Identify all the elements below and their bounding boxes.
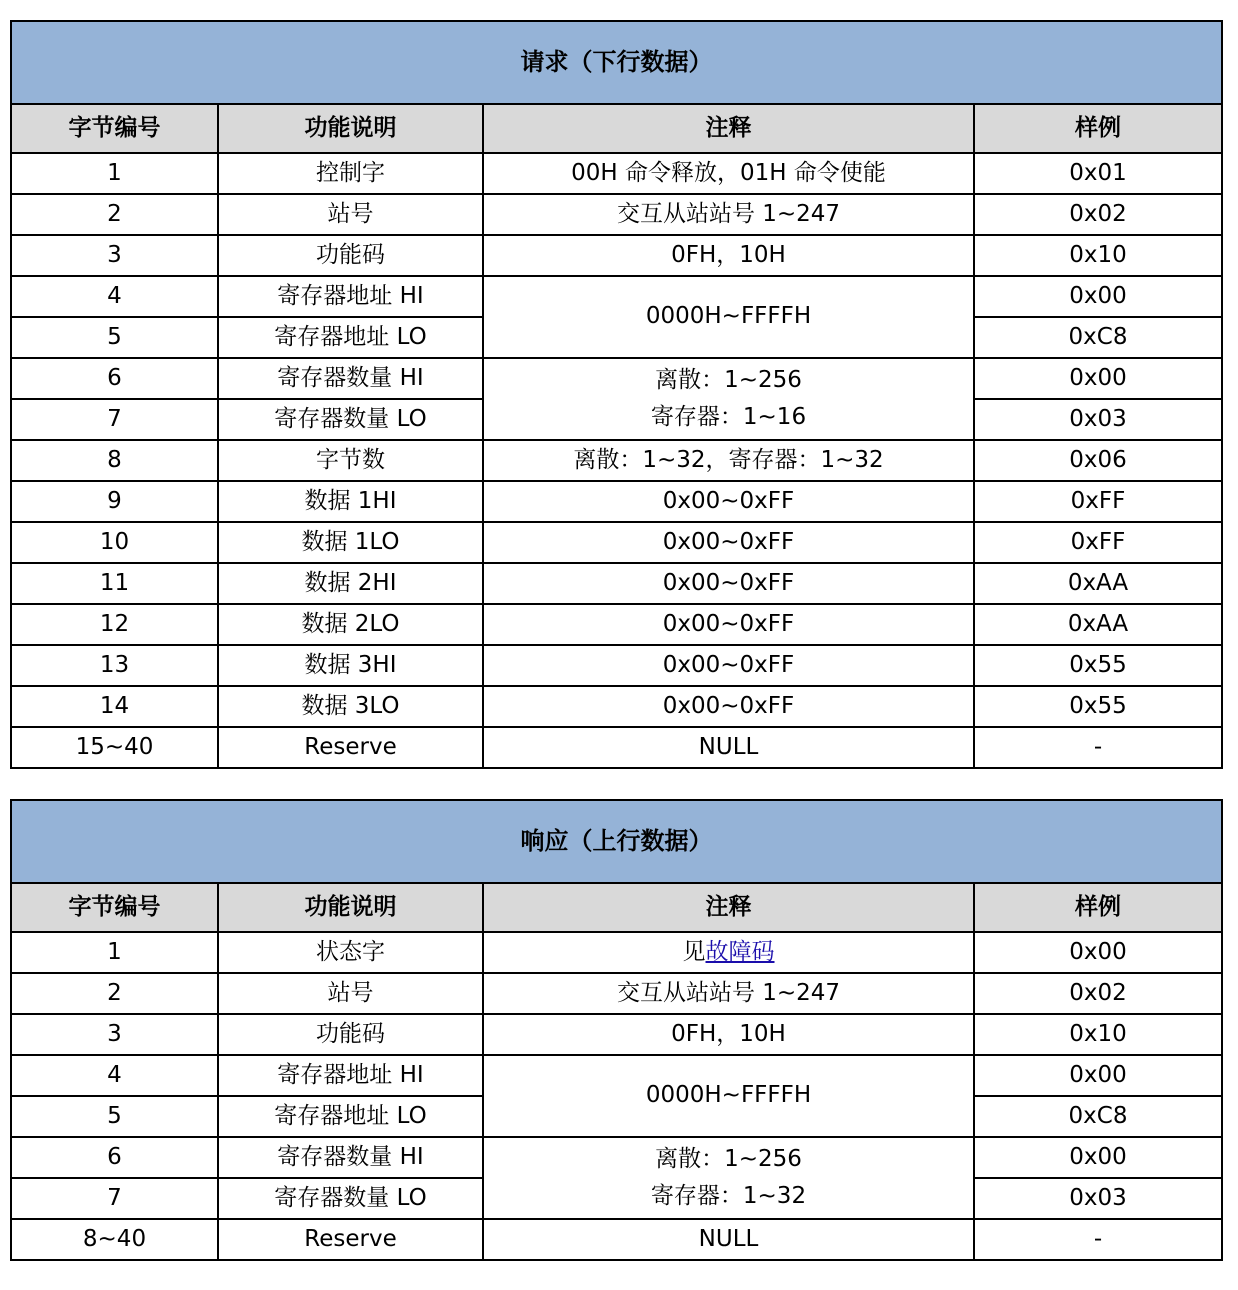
note-line: 寄存器：1~16 xyxy=(650,404,807,430)
byte-no-cell: 6 xyxy=(11,358,218,399)
note-cell: 0x00~0xFF xyxy=(483,563,974,604)
example-cell: 0x10 xyxy=(974,235,1222,276)
note-cell: 离散：1~32，寄存器：1~32 xyxy=(483,440,974,481)
table-row xyxy=(11,522,1222,563)
table-row xyxy=(11,276,1222,317)
function-cell: 寄存器数量 LO xyxy=(218,399,483,440)
header-note: 注释 xyxy=(483,883,974,932)
function-cell: 控制字 xyxy=(218,153,483,194)
byte-no-cell: 14 xyxy=(11,686,218,727)
byte-no-cell: 8~40 xyxy=(11,1219,218,1260)
function-cell: 寄存器地址 LO xyxy=(218,1096,483,1137)
function-cell: 数据 3LO xyxy=(218,686,483,727)
table-row xyxy=(11,1055,1222,1096)
example-cell: 0x02 xyxy=(974,194,1222,235)
note-cell: 0x00~0xFF xyxy=(483,481,974,522)
table-row xyxy=(11,686,1222,727)
header-function: 功能说明 xyxy=(218,104,483,153)
example-cell: 0x00 xyxy=(974,932,1222,973)
function-cell: 寄存器数量 HI xyxy=(218,358,483,399)
byte-no-cell: 1 xyxy=(11,153,218,194)
byte-no-cell: 2 xyxy=(11,194,218,235)
byte-no-cell: 7 xyxy=(11,1178,218,1219)
function-cell: Reserve xyxy=(218,727,483,768)
example-cell: 0x00 xyxy=(974,358,1222,399)
note-cell: 0FH，10H xyxy=(483,235,974,276)
function-cell: 站号 xyxy=(218,973,483,1014)
example-cell: 0x55 xyxy=(974,686,1222,727)
byte-no-cell: 13 xyxy=(11,645,218,686)
byte-no-cell: 10 xyxy=(11,522,218,563)
function-cell: 数据 2HI xyxy=(218,563,483,604)
header-example: 样例 xyxy=(974,883,1222,932)
table-row xyxy=(11,194,1222,235)
note-cell: NULL xyxy=(483,1219,974,1260)
table-row xyxy=(11,604,1222,645)
function-cell: 功能码 xyxy=(218,235,483,276)
table-row xyxy=(11,153,1222,194)
byte-no-cell: 7 xyxy=(11,399,218,440)
byte-no-cell: 4 xyxy=(11,1055,218,1096)
function-cell: 数据 1LO xyxy=(218,522,483,563)
note-cell-merged xyxy=(483,358,974,440)
note-cell-merged: 0000H~FFFFH xyxy=(483,1055,974,1137)
table-row xyxy=(11,563,1222,604)
request-title: 请求（下行数据） xyxy=(11,21,1222,104)
example-cell: 0x00 xyxy=(974,1055,1222,1096)
note-cell: 0x00~0xFF xyxy=(483,522,974,563)
note-line: 离散：1~256 xyxy=(655,366,802,393)
function-cell: Reserve xyxy=(218,1219,483,1260)
table-row xyxy=(11,973,1222,1014)
note-cell: NULL xyxy=(483,727,974,768)
note-line: 离散：1~256 xyxy=(655,1145,802,1172)
function-cell: 寄存器地址 LO xyxy=(218,317,483,358)
table-row xyxy=(11,1014,1222,1055)
header-byte-no: 字节编号 xyxy=(11,883,218,932)
function-cell: 寄存器数量 HI xyxy=(218,1137,483,1178)
function-cell: 数据 3HI xyxy=(218,645,483,686)
note-line: 寄存器：1~32 xyxy=(650,1183,807,1209)
example-cell: 0x00 xyxy=(974,276,1222,317)
table-row xyxy=(11,358,1222,399)
example-cell: 0x06 xyxy=(974,440,1222,481)
byte-no-cell: 12 xyxy=(11,604,218,645)
note-cell-merged: 0000H~FFFFH xyxy=(483,276,974,358)
function-cell: 状态字 xyxy=(218,932,483,973)
byte-no-cell: 11 xyxy=(11,563,218,604)
byte-no-cell: 15~40 xyxy=(11,727,218,768)
function-cell: 寄存器数量 LO xyxy=(218,1178,483,1219)
note-cell: 0x00~0xFF xyxy=(483,604,974,645)
example-cell: 0xC8 xyxy=(974,317,1222,358)
byte-no-cell: 9 xyxy=(11,481,218,522)
example-cell: 0xAA xyxy=(974,604,1222,645)
example-cell: 0xC8 xyxy=(974,1096,1222,1137)
byte-no-cell: 6 xyxy=(11,1137,218,1178)
function-cell: 寄存器地址 HI xyxy=(218,1055,483,1096)
note-cell: 0FH，10H xyxy=(483,1014,974,1055)
example-cell: 0xFF xyxy=(974,481,1222,522)
response-table xyxy=(10,799,1223,1261)
example-cell: 0x03 xyxy=(974,399,1222,440)
table-row xyxy=(11,440,1222,481)
byte-no-cell: 1 xyxy=(11,932,218,973)
example-cell: 0x00 xyxy=(974,1137,1222,1178)
byte-no-cell: 4 xyxy=(11,276,218,317)
header-byte-no: 字节编号 xyxy=(11,104,218,153)
byte-no-cell: 8 xyxy=(11,440,218,481)
request-table xyxy=(10,20,1223,769)
byte-no-cell: 2 xyxy=(11,973,218,1014)
header-example: 样例 xyxy=(974,104,1222,153)
note-cell: 0x00~0xFF xyxy=(483,645,974,686)
example-cell: - xyxy=(974,727,1222,768)
example-cell: 0xAA xyxy=(974,563,1222,604)
function-cell: 寄存器地址 HI xyxy=(218,276,483,317)
function-cell: 站号 xyxy=(218,194,483,235)
function-cell: 数据 2LO xyxy=(218,604,483,645)
table-row xyxy=(11,727,1222,768)
byte-no-cell: 5 xyxy=(11,1096,218,1137)
byte-no-cell: 5 xyxy=(11,317,218,358)
function-cell: 数据 1HI xyxy=(218,481,483,522)
note-cell: 00H 命令释放，01H 命令使能 xyxy=(483,153,974,194)
example-cell: 0x10 xyxy=(974,1014,1222,1055)
note-cell: 0x00~0xFF xyxy=(483,686,974,727)
fault-code-link[interactable]: 故障码 xyxy=(705,938,775,965)
example-cell: 0xFF xyxy=(974,522,1222,563)
function-cell: 字节数 xyxy=(218,440,483,481)
header-note: 注释 xyxy=(483,104,974,153)
note-cell-merged xyxy=(483,1137,974,1219)
table-row xyxy=(11,645,1222,686)
example-cell: 0x01 xyxy=(974,153,1222,194)
note-cell: 交互从站站号 1~247 xyxy=(483,973,974,1014)
example-cell: 0x03 xyxy=(974,1178,1222,1219)
table-row xyxy=(11,1137,1222,1178)
note-cell: 交互从站站号 1~247 xyxy=(483,194,974,235)
table-row xyxy=(11,1219,1222,1260)
byte-no-cell: 3 xyxy=(11,235,218,276)
table-row xyxy=(11,235,1222,276)
byte-no-cell: 3 xyxy=(11,1014,218,1055)
example-cell: - xyxy=(974,1219,1222,1260)
header-function: 功能说明 xyxy=(218,883,483,932)
example-cell: 0x55 xyxy=(974,645,1222,686)
note-cell xyxy=(483,932,974,973)
table-row xyxy=(11,932,1222,973)
example-cell: 0x02 xyxy=(974,973,1222,1014)
table-row xyxy=(11,481,1222,522)
note-prefix: 见 xyxy=(682,938,706,965)
response-title: 响应（上行数据） xyxy=(11,800,1222,883)
function-cell: 功能码 xyxy=(218,1014,483,1055)
